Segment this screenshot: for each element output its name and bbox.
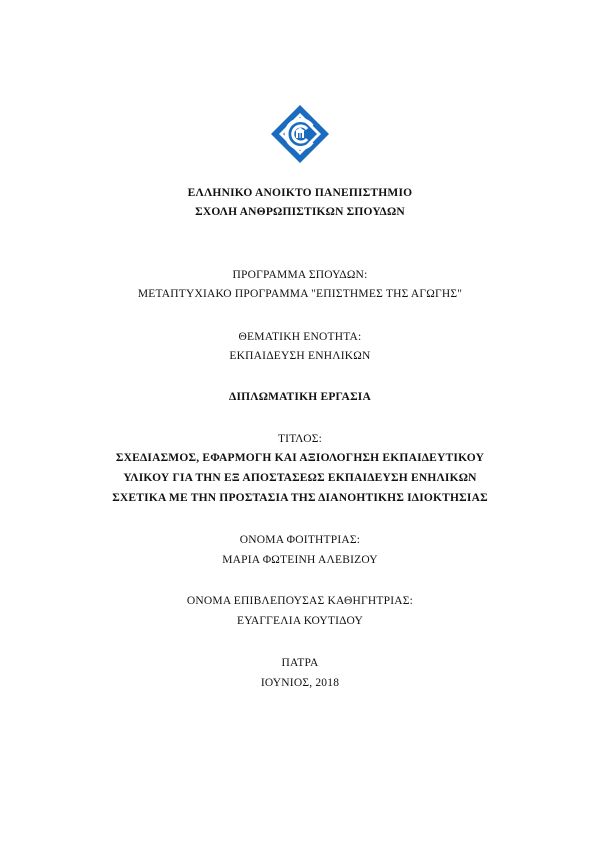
supervisor-label: ΟΝΟΜΑ ΕΠΙΒΛΕΠΟΥΣΑΣ ΚΑΘΗΓΗΤΡΙΑΣ: [186, 595, 414, 607]
student-label: ΟΝΟΜΑ ΦΟΙΤΗΤΡΙΑΣ: [239, 534, 361, 546]
city: ΠΑΤΡΑ [281, 657, 319, 669]
title-line-3: ΣΧΕΤΙΚΑ ΜΕ ΤΗΝ ΠΡΟΣΤΑΣΙΑ ΤΗΣ ΔΙΑΝΟΗΤΙΚΗΣ ΙΔΙΟΚΤΗΣΙΑΣ [112, 492, 488, 504]
program-label: ΠΡΟΓΡΑΜΜΑ ΣΠΟΥΔΩΝ: [232, 269, 368, 281]
school-name: ΣΧΟΛΗ ΑΝΘΡΩΠΙΣΤΙΚΩΝ ΣΠΟΥΔΩΝ [195, 206, 405, 218]
document-type: ΔΙΠΛΩΜΑΤΙΚΗ ΕΡΓΑΣΙΑ [229, 391, 371, 403]
university-name: ΕΛΛΗΝΙΚΟ ΑΝΟΙΚΤΟ ΠΑΝΕΠΙΣΤΗΜΙΟ [187, 187, 413, 199]
university-logo-icon [270, 104, 330, 164]
title-line-2: ΥΛΙΚΟΥ ΓΙΑ ΤΗΝ ΕΞ ΑΠΟΣΤΑΣΕΩΣ ΕΚΠΑΙΔΕΥΣΗ ΕΝΗΛΙΚΩΝ [123, 472, 477, 484]
supervisor-name: ΕΥΑΓΓΕΛΙΑ ΚΟΥΤΙΔΟΥ [236, 615, 363, 627]
title-label: ΤΙΤΛΟΣ: [277, 433, 323, 445]
student-name: ΜΑΡΙΑ ΦΩΤΕΙΝΗ ΑΛΕΒΙΖΟΥ [222, 554, 378, 566]
module-label: ΘΕΜΑΤΙΚΗ ΕΝΟΤΗΤΑ: [238, 331, 362, 343]
program-value: ΜΕΤΑΠΤΥΧΙΑΚΟ ΠΡΟΓΡΑΜΜΑ "ΕΠΙΣΤΗΜΕΣ ΤΗΣ ΑΓΩΓΗΣ" [137, 288, 463, 300]
date: ΙΟΥΝΙΟΣ, 2018 [260, 677, 340, 689]
title-line-1: ΣΧΕΔΙΑΣΜΟΣ, ΕΦΑΡΜΟΓΗ ΚΑΙ ΑΞΙΟΛΟΓΗΣΗ ΕΚΠΑΙΔΕΥΤΙΚΟΥ [115, 452, 485, 464]
module-value: ΕΚΠΑΙΔΕΥΣΗ ΕΝΗΛΙΚΩΝ [229, 350, 371, 362]
